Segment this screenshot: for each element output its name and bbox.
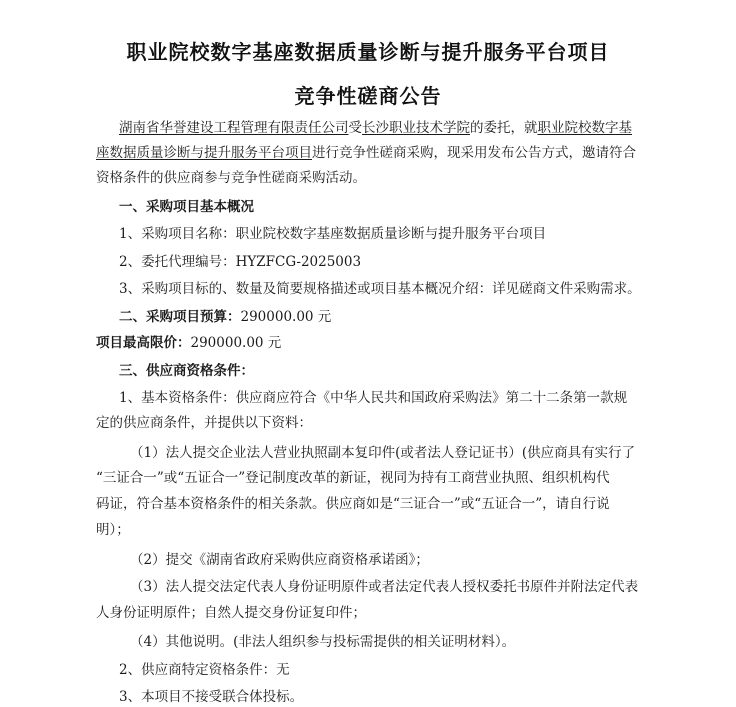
intro-line-2: 座数据质量诊断与提升服务平台项目进行竞争性磋商采购，现采用发布公告方式，邀请符合 (96, 145, 636, 161)
section-3-item-3: 3、本项目不接受联合体投标。 (119, 689, 304, 705)
sub-3-line-1: （3）法人提交法定代表人身份证明原件或者法定代表人授权委托书原件并附法定代表 (130, 579, 639, 595)
section-3-item-1-line-2: 定的供应商条件，并提供以下资料： (96, 415, 312, 431)
section-1-heading: 一、采购项目基本概况 (119, 199, 254, 215)
purchaser-name: 长沙职业技术学院 (362, 120, 470, 136)
sub-1-line-3: 码证，符合基本资格条件的相关条款。供应商如是“三证合一”或“五证合一”，请自行说 (96, 496, 610, 512)
sub-3-line-2: 人身份证明原件；自然人提交身份证复印件； (96, 605, 366, 621)
section-1-item-3: 3、采购项目标的、数量及简要规格描述或项目基本概况介绍：详见磋商文件采购需求。 (119, 281, 641, 297)
section-1-item-2: 2、委托代理编号：HYZFCG-2025003 (119, 254, 362, 270)
section-1-item-1: 1、采购项目名称：职业院校数字基座数据质量诊断与提升服务平台项目 (119, 226, 547, 242)
sub-4: （4）其他说明。(非法人组织参与投标需提供的相关证明材料）。 (130, 634, 516, 650)
sub-1-line-1: （1）法人提交企业法人营业执照副本复印件(或者法人登记证书）(供应商具有实行了 (130, 445, 636, 461)
section-2-row (119, 307, 679, 327)
intro-line-3: 资格条件的供应商参与竞争性磋商采购活动。 (96, 170, 366, 186)
max-price-row (96, 333, 656, 353)
agency-name: 湖南省华誉建设工程管理有限责任公司 (119, 120, 349, 136)
project-name-part1: 职业院校数字基 (537, 120, 632, 136)
intro-line-1: 湖南省华誉建设工程管理有限责任公司受长沙职业技术学院的委托，就职业院校数字基 (119, 120, 632, 136)
budget-value: 290000.00 元 (240, 309, 332, 325)
project-name-part2: 座数据质量诊断与提升服务平台项目 (96, 145, 312, 161)
section-2-heading: 二、采购项目预算： (119, 309, 241, 325)
sub-1-line-2: “三证合一”或“五证合一”登记制度改革的新证，视同为持有工商营业执照、组织机构代 (96, 470, 610, 486)
document-title: 职业院校数字基座数据质量诊断与提升服务平台项目 (126, 40, 610, 64)
sub-1-line-4: 明）； (96, 522, 130, 538)
section-3-heading: 三、供应商资格条件： (119, 363, 254, 379)
sub-2: （2）提交《湖南省政府采购供应商资格承诺函》； (130, 552, 429, 568)
document-subtitle: 竞争性磋商公告 (294, 84, 442, 108)
max-price-value: 290000.00 元 (190, 335, 282, 351)
section-3-item-2: 2、供应商特定资格条件：无 (119, 662, 290, 678)
section-3-item-1-line-1: 1、基本资格条件：供应商应符合《中华人民共和国政府采购法》第二十二条第一款规 (119, 390, 628, 406)
max-price-label: 项目最高限价： (96, 335, 191, 351)
